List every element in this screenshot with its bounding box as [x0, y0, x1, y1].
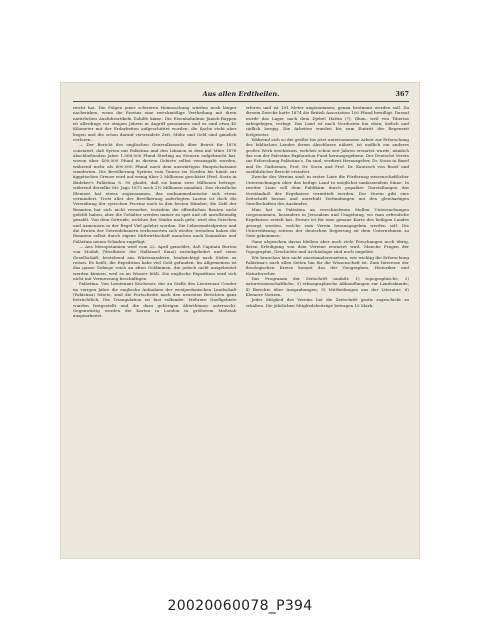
paragraph: Das Programm der Zeitschrift umfaßt: 1) topographische, 2) naturwissenschaftliche, 3) ethnographische Abhandlungen zur Landeskunde; 4) Berichte über Ausgrabungen; 5) Mittheilungen aus der Literatur; 6) Kleinere Notizen. [245, 276, 409, 298]
paragraph: Palästina. Von Lieutenant Kitchener, der an Stelle des Lieutenant Conder im vorigen Jahre die englische Aufnahme der westjordanischen Landschaft (Palästina) leitete, sind die Fortschritte nach den neuesten Berichten ganz beträchtlich. Die Triangulation ist fast vollendet. Mehrere Quellgebiete wurden festgestellt und die dazu gehörigen Alterthümer untersucht. Gegenwärtig werden die Karten in London in größerem Maßstab ausgearbeitet. [73, 281, 237, 319]
paragraph: — Aus Mesopotamien wird vom 22. April gemeldet, daß Capitain Burton von Moilah (Westküste der Halbinsel Sinai) zurückgekehrt und seine Gesellschaft, bestehend aus Wüstenarabern, beabsichtigt nach Süden zu reisen. Es heißt, die Expedition habe viel Gold gefunden. Im Allgemeinen ist das ganze Gebirge reich an alten Goldminen, die jedoch nicht ausgebeutet werden können, weil es an Wasser fehlt. Die englische Expedition wird sich nicht mit Vermessung beschäftigen. [73, 243, 237, 281]
text-columns [73, 105, 409, 548]
scanned-page [61, 83, 419, 558]
image-id-caption: 20020060078_P394 [167, 598, 313, 614]
running-head [73, 89, 409, 102]
paragraph: Wir brauchen hier nicht auseinanderzusetzen, wie wichtig die Erforschung Palästina's nach allen Seiten hin für die Wissenschaft ist. Zum Interesse der theologischen Kreise kommt das der Geographen, Historiker und Naturforscher. [245, 254, 409, 276]
running-head-title: Aus allen Erdtheilen. [202, 90, 280, 98]
paragraph: Zwecke des Vereins sind: in erster Linie die Förderung wissenschaftlicher Untersuchungen über das heilige Land in möglichst umfassendem Sinne. In zweiter Linie soll dem Publikum durch populäre Darstellungen das Verständniß der Ergebnisse vermittelt werden. Der Verein gibt eine Zeitschrift heraus und unterhält Verbindungen mit den gleichartigen Gesellschaften des Auslandes. [245, 174, 409, 207]
paragraph: Man hat in Palästina an verschiedenen Stellen Untersuchungen vorgenommen, besonders in Jerusalem und Umgebung, wo man erfreuliche Ergebnisse erzielt hat. Ferner ist für eine genaue Karte des heiligen Landes gesorgt worden, welche vom Verein herausgegeben werden soll. Die Unterstützung seitens der deutschen Regierung ist dem Unternehmen zu Gute gekommen. [245, 206, 409, 239]
paragraph: reicht hat. Die Folgen jener schweren Heimsuchung würden noch länger nachwirken, wenn die Provinz eine zweckmäßige Vertheilung mit ihren natürlichen Ausfuhrartikeln Zuhilfe käme. Die Eisenbahnlinie Jänich-Raypen ist allerdings vor einigen Jahren in Angriff genommen und es sind etwa 40 Kilometer mit der Erdarbeiten aufgeschüttet worden; die Sache steht aber liegen und die schon darauf verwendete Zeit, Mühe und Geld sind gänzlich verloren. [73, 105, 237, 143]
paragraph: Während sich so die größte bis jetzt unternommene Arbeit zur Erforschung des biblischen Landes ihrem Abschlusse nähert, ist endlich ein anderes großes Werk erschienen, welches schon seit Jahren erwartet wurde, nämlich das von der Palestine Exploration Fund herausgegebene, Der Deutsche Verein zur Erforschung Palästina's. Da sind, verdient Herausgeber, Dr. Socin in Basel und Dr. Gutheinen, Prof. Dr. Socin und Prof. Dr. Kautzsch von Basel und ausführlicher Bericht erstattet. [245, 137, 409, 175]
page-number: 367 [395, 90, 409, 98]
paragraph: Ganz abgesehen davon bleiben aber auch viele Forschungen noch übrig, deren Erledigung von dem Vereine erwartet wird. Manche Fragen der Topographie, Geschichte und Archäologie sind noch ungelöst. [245, 238, 409, 255]
paragraph: — Der Bericht des englischen Generalkonsuls über Beirut für 1876 constatirt, daß Syrien mit Palästina und den Libanon in dem mit März 1876 abschließenden Jahre 1,068,000 Pfund Sterling an Steuern aufgebracht hat, wovon über 400,000 Pfund in diesem Gebiete selbst verausgabt wurden, während mehr als 600,000 Pfund nach dem auswärtigen Hauptschatzamt wanderten. Die Bevölkerung Syriens vom Taurus im Norden bis hinab zur ägyptischen Grenze wird auf wenig über 2 Millionen geschätzt (Prof. Socin in Bädeker's Palästina S. 90 glaubt, daß sie kaum zwei Millionen betrage, während derselbe Mr. Jago 1875 noch 2½ Millionen annahm). Das christliche Element hat etwas zugenommen, das muhammedanische sich etwas vermindert. Trotz aller der Bevölkerung auferlegten Lasten ist doch die Verwaltung der syrischen Provinz noch in den besten Händen; die Zahl der Beamten hat sich nicht vermehrt, trotzdem die öffentlichen Bauten nicht gefehlt haben, aber die Gehälter werden immer zu spät und oft unvollständig gezahlt. Von dem Getreide, welches der Stärke nach geht, wird den Griechen und Armeniern in der Regel Viel gelehrt worden. Die Lebensmittelpreise und die Ernten der Getreidebauern verbesserten sich wieder, trotzdem haben die Beamten selbst durch eigene Mißwirthschaft manchen nach Damaskus und Palästina neuen Schaden zugefügt. [73, 142, 237, 244]
left-column [73, 105, 237, 548]
paragraph: erforen und ist 191 Meter angenommen; genau bestimmt werden soll. Zu diesem Zwecke hatte 1874 die British Association 100 Pfund bewilligt. Darauf wurde das Lager nach dem Djebel Hattin (?), Illum, weil von Tiberias nahegelegen, verlegt. Das Land ist nach Nordosten hin eben, östlich und südlich bergig. Die Arbeiten wurden bis zum Eintritt der Regenzeit fortgesetzt. [245, 105, 409, 137]
paragraph: Jeder Mitglied des Vereins hat die Zeitschrift gratis zugeschickt zu erhalten. Die jährlichen Mitgliedsbeiträge betragen 10 Mark. [245, 297, 409, 308]
right-column [246, 105, 410, 548]
